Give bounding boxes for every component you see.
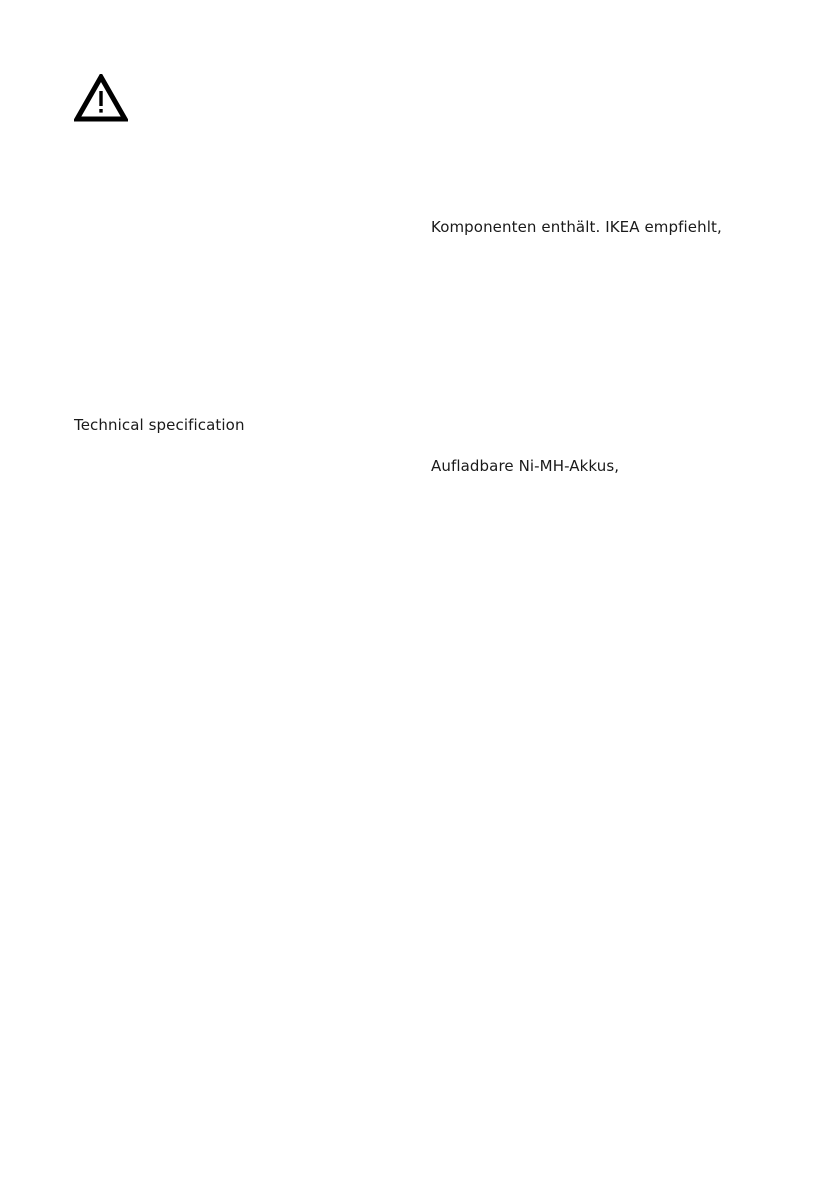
- right-column-text-line: Komponenten enthält. IKEA empfiehlt,: [431, 218, 722, 236]
- warning-triangle-icon: [74, 74, 128, 122]
- right-column-text-line: Aufladbare Ni-MH-Akkus,: [431, 457, 620, 475]
- technical-specification-heading: Technical specification: [74, 416, 245, 434]
